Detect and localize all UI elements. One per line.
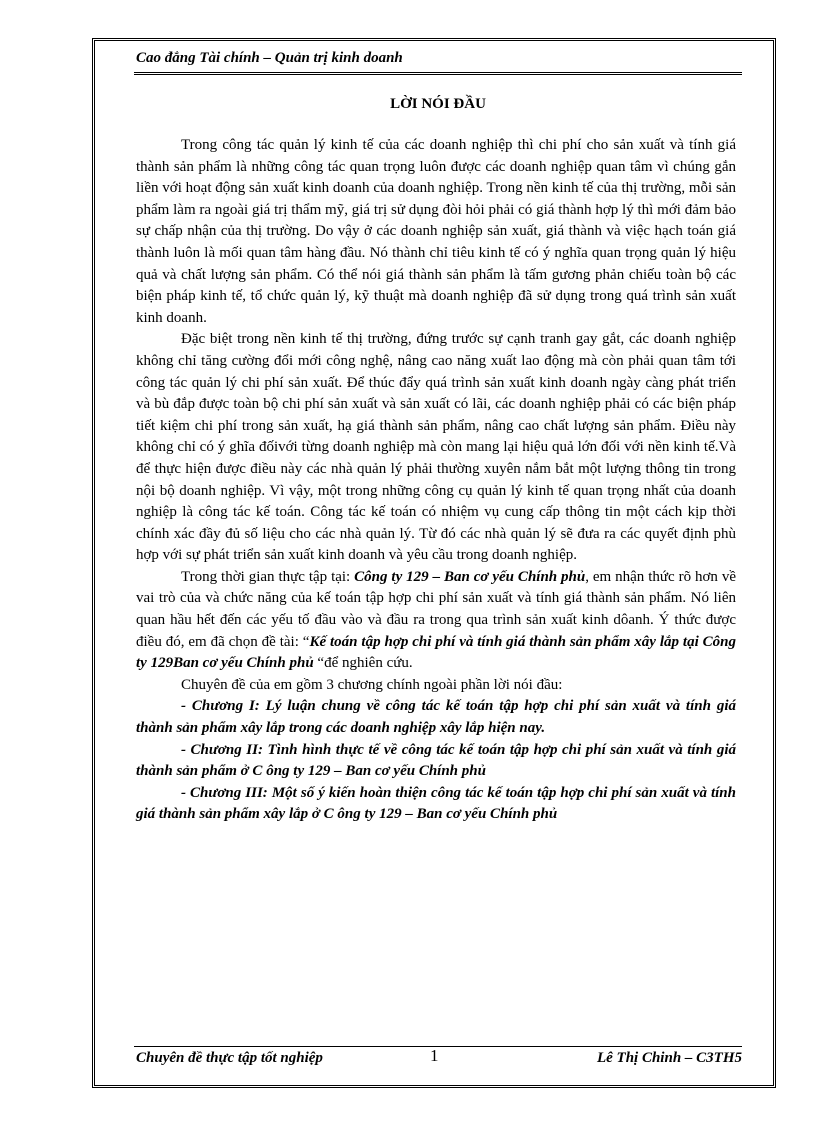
running-header: Cao đẳng Tài chính – Quản trị kinh doanh xyxy=(136,50,403,66)
chapter-3: - Chương III: Một số ý kiến hoàn thiện công tác kế toán tập hợp chi phí sản xuất và tính giá thành sản phẩm xây lắp ở C ông ty 129 – Ban cơ yếu Chính phủ xyxy=(136,784,736,823)
page-number: 1 xyxy=(430,1046,439,1065)
page-title: LỜI NÓI ĐẦU xyxy=(390,96,486,112)
p3-middle: , em nhận thức rõ hơn về vai trò của và chức năng của kế toán tập hợp chi phí sản xuất và tính giá thành sản phẩm. Nó liên quan hầu hết đến các yếu tố đầu vào và đầu ra trong qua trình sản xuất kinh dôanh. Ý thức được điều đó, em đã chọn đề tài: “ xyxy=(136,568,736,650)
chapter-2: - Chương II: Tình hình thực tế về công tác kế toán tập hợp chi phí sản xuất và tính giá thành sản phẩm ở C ông ty 129 – Ban cơ yếu Chính phủ xyxy=(136,741,736,780)
company-name: Công ty 129 – Ban cơ yếu Chính phủ xyxy=(354,568,586,585)
paragraph-2: Đặc biệt trong nền kinh tế thị trường, đứng trước sự cạnh tranh gay gắt, các doanh nghiệp không chỉ tăng cường đổi mới công nghệ, nâng cao năng xuất lao động mà còn phải quan tâm tới công tác quản lý chi phí sản xuất. Để thúc đẩy quá trình sản xuất kinh doanh ngày càng phát triển và bù đắp được toàn bộ chi phí sản xuất và sản xuất có lãi, các doanh nghiệp phải có các biện pháp tiết kiệm chi phí trong sản xuất, hạ giá thành sản phẩm, nâng cao chất lượng sản phẩm. Điều này không chỉ có ý ghĩa đốivới từng doanh nghiệp mà còn mang lại hiệu quả lớn đối với nền kinh tế.Và để thực hiện được điều này các nhà quản lý phải thường xuyên nắm bắt một lượng thông tin trong nội bộ doanh nghiệp. Vì vậy, một trong những công cụ quản lý kinh tế quan trọng nhất của doanh nghiệp là công tác kế toán. Công tác kế toán có nhiệm vụ cung cấp thông tin một cách kịp thời chính xác đầy đủ số liệu cho các nhà quản lý. Từ đó các nhà quản lý sẽ đưa ra các quyết định phù hợp với sự phát triển sản xuất kinh doanh và yêu cầu trong doanh nghiệp. xyxy=(136,331,736,564)
p3-end: “để nghiên cứu. xyxy=(313,655,413,672)
paragraph-3 xyxy=(136,567,736,675)
body-content xyxy=(136,135,736,826)
header-rule xyxy=(134,72,742,75)
paragraph-4: Chuyên đề của em gồm 3 chương chính ngoài phần lời nói đầu: xyxy=(181,676,563,693)
footer-author: Lê Thị Chinh – C3TH5 xyxy=(596,1050,742,1066)
paragraph-1: Trong công tác quản lý kinh tế của các doanh nghiệp thì chi phí cho sản xuất và tính giá thành sản phẩm là những công tác quan trọng luôn được các doanh nghiệp quan tâm vì chúng gắn liền với hoạt động sản xuất kinh doanh của doanh nghiệp. Trong nền kinh tế của thị trường, mỗi sản phẩm làm ra ngoài giá trị thẩm mỹ, giá trị sử dụng đòi hỏi phải có giá thành hợp lý thì mới đảm bảo sự chấp nhận của thị trường. Do vậy ở các doanh nghiệp sản xuất, giá thành và việc hạch toán giá thành luôn là mối quan tâm hàng đầu. Nó thành chỉ tiêu kinh tế có ý nghĩa quan trọng quản lý hiệu quả và chất lượng sản phẩm. Có thể nói giá thành sản phẩm là tấm gương phản chiếu toàn bộ các biện pháp kinh tế, tổ chức quản lý, kỹ thuật mà doanh nghiệp đã sử dụng trong quá trình sản xuất kinh doanh. xyxy=(136,137,736,326)
p3-intro: Trong thời gian thực tập tại: xyxy=(181,568,355,585)
chapter-1: - Chương I: Lý luận chung về công tác kế toán tập hợp chi phí sản xuất và tính giá thành sản phẩm xây lắp trong các doanh nghiệp xây lắp hiện nay. xyxy=(136,698,736,737)
thesis-topic: Kế toán tập hợp chi phí và tính giá thành sản phẩm xây lắp tại Công ty 129Ban cơ yếu Chính phủ xyxy=(136,633,736,672)
footer-title: Chuyên đề thực tập tốt nghiệp xyxy=(136,1050,323,1066)
